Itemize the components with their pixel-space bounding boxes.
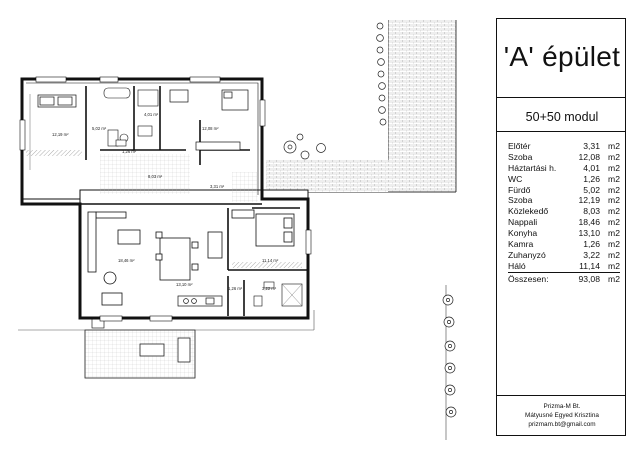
room-area: 12,08 (578, 151, 600, 162)
room-name: Szoba (508, 195, 533, 206)
room-area: 1,26 (583, 239, 600, 250)
room-name: Háló (508, 260, 526, 271)
kitchen-counter (178, 296, 222, 306)
room-area-row (508, 217, 620, 228)
room-name: Fürdő (508, 184, 531, 195)
room-area-row (508, 239, 620, 250)
wardrobe-left (26, 150, 82, 156)
room-name: Nappali (508, 217, 538, 228)
label-haztartasi: 5,02 m² (92, 126, 107, 131)
label-wc: 1,26 m² (122, 149, 137, 154)
room-area-row (508, 250, 620, 261)
room-unit: m2 (608, 195, 620, 206)
label-halo: 11,14 m² (262, 258, 279, 263)
label-zuhanyzo: 3,22 m² (262, 286, 277, 291)
room-area: 5,02 (583, 184, 600, 195)
label-kamra: 1,26 m² (228, 286, 243, 291)
credits (497, 402, 627, 429)
contact-email: prizmam.bt@gmail.com (528, 421, 596, 428)
room-unit: m2 (608, 206, 620, 217)
room-area: 12,19 (578, 195, 600, 206)
label-eloter: 3,31 m² (210, 184, 225, 189)
yard-area (266, 20, 388, 160)
room-area-row (508, 163, 620, 174)
total-area: 93,08 (578, 273, 600, 284)
room-name: Előtér (508, 141, 531, 151)
room-area: 8,03 (583, 206, 600, 217)
room-area: 4,01 (583, 162, 600, 173)
entry-floor (232, 172, 258, 202)
room-area: 3,22 (583, 249, 600, 260)
room-area-row (508, 195, 620, 206)
room-unit: m2 (608, 249, 620, 260)
building-title: 'A' épület (503, 41, 621, 72)
room-name: Közlekedő (508, 206, 549, 217)
total-area-row (508, 273, 620, 285)
corridor-floor (100, 154, 190, 194)
room-area-row (508, 228, 620, 239)
room-name: Kamra (508, 239, 534, 250)
shrub-column-bottom (443, 285, 456, 440)
room-area-row (508, 206, 620, 217)
room-name: Konyha (508, 228, 538, 239)
room-unit: m2 (608, 228, 620, 239)
room-area-list (508, 141, 620, 285)
room-unit: m2 (608, 184, 620, 195)
room-name: WC (508, 173, 523, 184)
label-szoba-right: 12,08 m² (202, 126, 219, 131)
label-kozlekedo: 8,03 m² (148, 174, 163, 179)
room-unit: m2 (608, 217, 620, 228)
label-furdo: 4,01 m² (144, 112, 159, 117)
label-nappali: 18,46 m² (118, 258, 135, 263)
total-unit: m2 (608, 273, 620, 284)
lower-terrace (85, 314, 195, 378)
room-area-row (508, 261, 620, 273)
room-area-row (508, 185, 620, 196)
legend-panel (496, 18, 626, 436)
divider (497, 131, 625, 132)
divider (497, 97, 625, 98)
room-area-row (508, 152, 620, 163)
label-szoba-left: 12,19 m² (52, 132, 69, 137)
room-unit: m2 (608, 260, 620, 271)
room-unit: m2 (608, 141, 620, 151)
room-name: Háztartási h. (508, 162, 557, 173)
room-unit: m2 (608, 239, 620, 250)
company-name: Prizma-M Bt. (543, 403, 581, 410)
room-area-row (508, 174, 620, 185)
room-area: 18,46 (578, 217, 600, 228)
room-area-row (508, 141, 620, 152)
room-area: 11,14 (579, 260, 600, 271)
divider (497, 395, 625, 396)
room-unit: m2 (608, 173, 620, 184)
room-name: Szoba (508, 151, 533, 162)
room-area: 1,26 (583, 173, 600, 184)
room-unit: m2 (608, 162, 620, 173)
designer-name: Mátyusné Egyed Krisztina (525, 412, 599, 419)
room-name: Zuhanyzó (508, 249, 546, 260)
label-konyha: 13,10 m² (176, 282, 193, 287)
module-subtitle: 50+50 modul (525, 110, 599, 124)
room-area: 13,10 (578, 228, 600, 239)
total-label: Összesen: (508, 273, 549, 284)
room-area: 3,31 (583, 141, 600, 151)
room-unit: m2 (608, 151, 620, 162)
